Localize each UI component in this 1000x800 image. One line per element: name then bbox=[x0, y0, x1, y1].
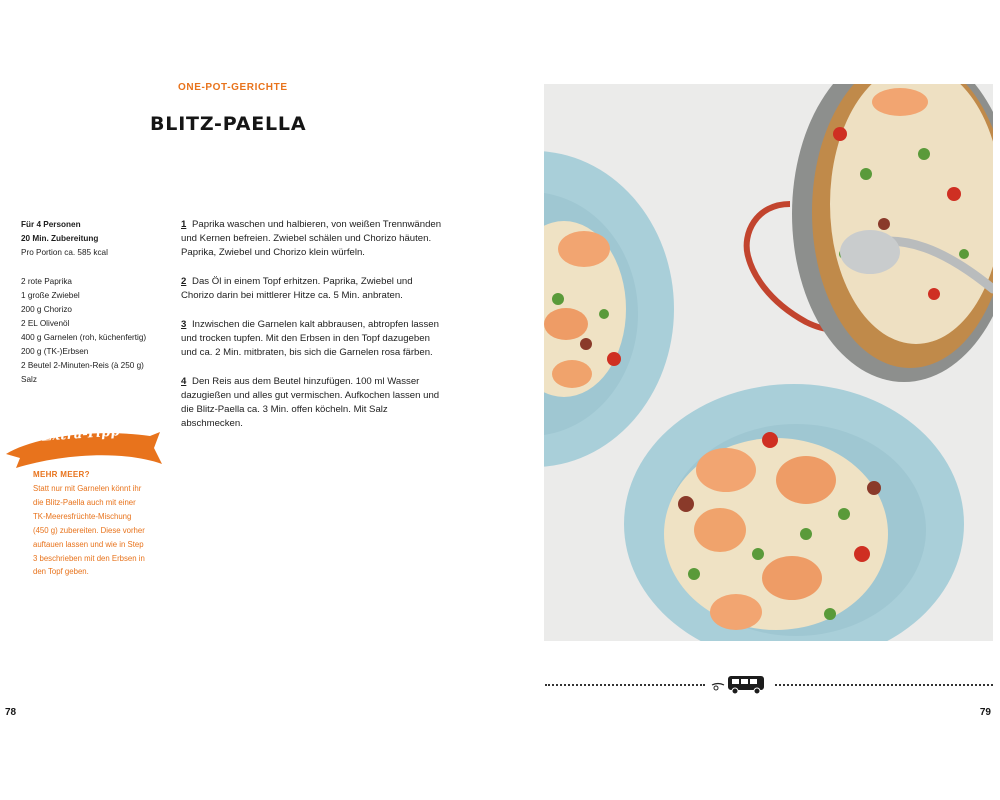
step-text: Das Öl in einem Topf erhitzen. Paprika, Zwiebel und Chorizo darin bei mittlerer Hitze ca. 5 Min. anbraten. bbox=[181, 276, 413, 302]
step bbox=[181, 318, 443, 361]
step-number: 2 bbox=[181, 276, 187, 287]
recipe-meta bbox=[21, 218, 171, 260]
recipe-title: BLITZ-PAELLA bbox=[150, 113, 307, 135]
page-number-right: 79 bbox=[979, 707, 991, 718]
prep-time: 20 Min. Zubereitung bbox=[21, 234, 99, 243]
dotted-divider-left bbox=[545, 684, 705, 686]
calories: Pro Portion ca. 585 kcal bbox=[21, 248, 108, 257]
step bbox=[181, 218, 443, 261]
instruction-steps bbox=[181, 218, 443, 446]
recipe-category: ONE-POT-GERICHTE bbox=[178, 82, 288, 93]
page-number-left: 78 bbox=[5, 707, 17, 718]
dotted-divider-right bbox=[775, 684, 993, 686]
tip-body: Statt nur mit Garnelen könnt ihr die Blitz-Paella auch mit einer TK-Meeresfrüchte-Mischung (450 g) zubereiten. Diese vorher auftauen lassen und wie in Step 3 beschrieben mit den Erbsen in den Topf geben. bbox=[33, 484, 145, 577]
step bbox=[181, 375, 443, 432]
paella-photo bbox=[544, 84, 993, 641]
ingredient-list bbox=[21, 275, 171, 387]
servings: Für 4 Personen bbox=[21, 220, 81, 229]
ingredient-item: 400 g Garnelen (roh, küchenfertig) bbox=[21, 333, 147, 342]
ingredient-item: 2 Beutel 2-Minuten-Reis (à 250 g) bbox=[21, 361, 144, 370]
tip-heading: MEHR MEER? bbox=[33, 470, 90, 479]
step-text: Paprika waschen und halbieren, von weißen Trennwänden und Kernen befreien. Zwiebel schälen und Chorizo häuten. Paprika, Zwiebel und Chorizo klein würfeln. bbox=[181, 219, 442, 259]
camper-van-icon bbox=[710, 673, 768, 695]
ingredient-item: 2 EL Olivenöl bbox=[21, 319, 70, 328]
step-text: Den Reis aus dem Beutel hinzufügen. 100 ml Wasser dazugießen und alles gut vermischen. Aufkochen lassen und die Blitz-Paella ca. 3 Min. offen köcheln. Mit Salz abschmecken. bbox=[181, 375, 440, 430]
ingredient-item: 200 g Chorizo bbox=[21, 305, 72, 314]
ingredient-item: 1 große Zwiebel bbox=[21, 291, 80, 300]
ingredient-item: 2 rote Paprika bbox=[21, 277, 72, 286]
ingredient-item: 200 g (TK-)Erbsen bbox=[21, 347, 89, 356]
step-number: 3 bbox=[181, 318, 187, 330]
step bbox=[181, 275, 443, 303]
ingredient-item: Salz bbox=[21, 375, 37, 384]
step-number: 4 bbox=[181, 375, 187, 387]
step-text: Inzwischen die Garnelen kalt abbrausen, abtropfen lassen und trocken tupfen. Mit den Erbsen in den Topf dazugeben und ca. 2 Min. mitbraten, bis sich die Garnelen rosa färben. bbox=[181, 318, 439, 359]
tip-banner-label: Extra-Tipp bbox=[41, 424, 121, 445]
step-number: 1 bbox=[181, 219, 187, 230]
